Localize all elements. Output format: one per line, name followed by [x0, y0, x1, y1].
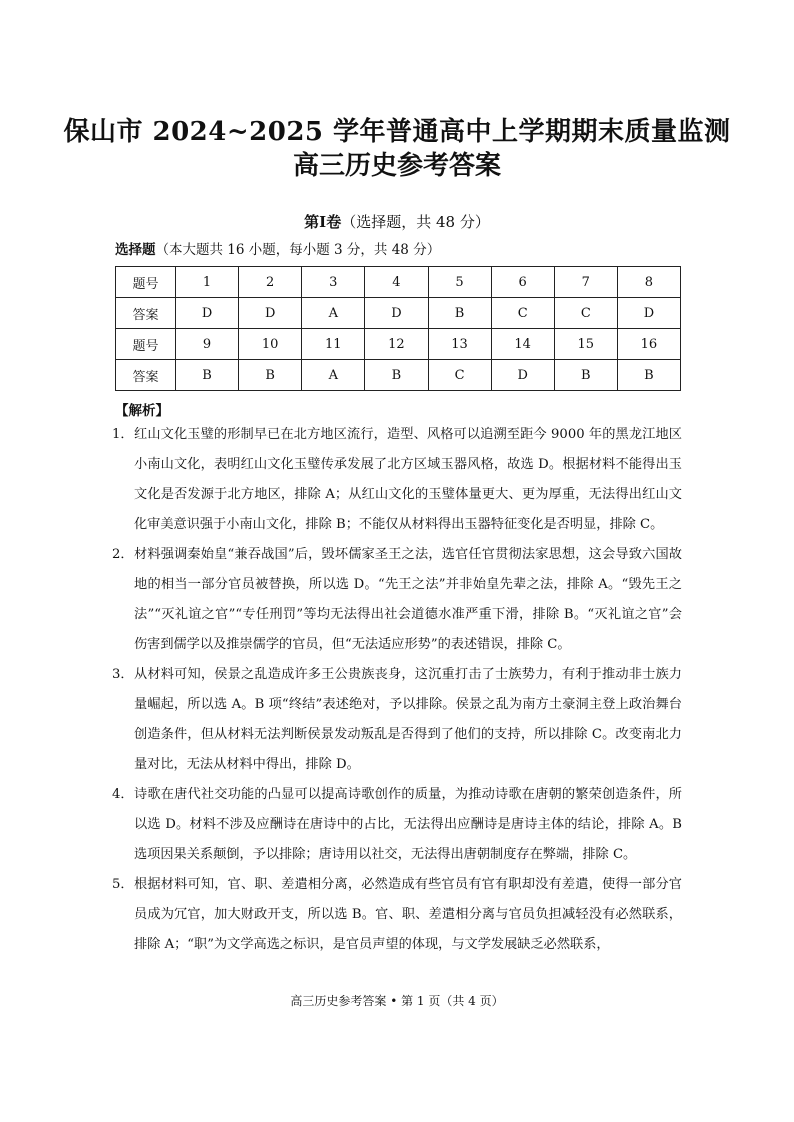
- table-cell: D: [617, 298, 680, 329]
- analysis-item-number: 3．: [112, 667, 134, 682]
- table-cell: 2: [239, 267, 302, 298]
- answer-table: [115, 266, 681, 391]
- table-cell: D: [176, 298, 239, 329]
- analysis-item-number: 4．: [112, 787, 134, 802]
- table-cell: A: [302, 298, 365, 329]
- analysis-list: [112, 420, 682, 960]
- answer-table-body: [116, 267, 681, 391]
- analysis-item-text: 诗歌在唐代社交功能的凸显可以提高诗歌创作的质量，为推动诗歌在唐朝的繁荣创造条件，所以选 D。材料不涉及应酬诗在唐诗中的占比，无法得出应酬诗是唐诗主体的结论，排除 A。B 选项因果关系颠倒，予以排除；唐诗用以社交，无法得出唐朝制度存在弊端，排除 C。: [134, 787, 682, 862]
- table-cell: 4: [365, 267, 428, 298]
- table-cell: 10: [239, 329, 302, 360]
- section-note: （选择题，共 48 分）: [341, 213, 490, 231]
- table-cell: 1: [176, 267, 239, 298]
- section-heading: [0, 212, 794, 232]
- table-row-header: 题号: [116, 329, 176, 360]
- table-cell: B: [617, 360, 680, 391]
- table-row-header: 答案: [116, 360, 176, 391]
- table-cell: C: [491, 298, 554, 329]
- table-row: [116, 329, 681, 360]
- table-cell: 15: [554, 329, 617, 360]
- analysis-heading: 【解析】: [115, 403, 169, 419]
- analysis-item: [112, 660, 682, 780]
- analysis-item: [112, 870, 682, 960]
- table-cell: B: [365, 360, 428, 391]
- table-cell: 6: [491, 267, 554, 298]
- analysis-item-text: 红山文化玉璧的形制早已在北方地区流行，造型、风格可以追溯至距今 9000 年的黑龙江地区小南山文化，表明红山文化玉璧传承发展了北方区域玉器风格，故选 D。根据材料不能得出玉文化是否发源于北方地区，排除 A；从红山文化的玉璧体量更大、更为厚重，无法得出红山文化审美意识强于小南山文化，排除 B；不能仅从材料得出玉器特征变化是否明显，排除 C。: [134, 427, 682, 532]
- table-cell: 12: [365, 329, 428, 360]
- question-type-label: 选择题: [115, 242, 156, 258]
- table-cell: B: [428, 298, 491, 329]
- table-row-header: 答案: [116, 298, 176, 329]
- table-cell: 7: [554, 267, 617, 298]
- document-subtitle: 高三历史参考答案: [292, 151, 501, 181]
- analysis-item: [112, 540, 682, 660]
- table-cell: 5: [428, 267, 491, 298]
- table-cell: 3: [302, 267, 365, 298]
- analysis-item: [112, 780, 682, 870]
- question-type-note: （本大题共 16 小题，每小题 3 分，共 48 分）: [155, 242, 441, 258]
- table-row: [116, 267, 681, 298]
- table-cell: A: [302, 360, 365, 391]
- table-row: [116, 360, 681, 391]
- table-cell: 9: [176, 329, 239, 360]
- analysis-item-number: 2．: [112, 547, 134, 562]
- question-type-heading: [115, 241, 440, 259]
- table-cell: 13: [428, 329, 491, 360]
- analysis-item: [112, 420, 682, 540]
- analysis-item-text: 材料强调秦始皇“兼吞战国”后，毁坏儒家圣王之法，选官任官贯彻法家思想，这会导致六国故地的相当一部分官员被替换，所以选 D。“先王之法”并非始皇先辈之法，排除 A。“毁先王之法”“灭礼谊之官”“专任刑罚”等均无法得出社会道德水准严重下滑，排除 B。“灭礼谊之官”会伤害到儒学以及推崇儒学的官员，但“无法适应形势”的表述错误，排除 C。: [134, 547, 682, 652]
- table-cell: 8: [617, 267, 680, 298]
- table-cell: 11: [302, 329, 365, 360]
- table-row: [116, 298, 681, 329]
- table-cell: B: [239, 360, 302, 391]
- table-cell: C: [428, 360, 491, 391]
- analysis-item-number: 1．: [112, 427, 134, 442]
- analysis-item-text: 根据材料可知，官、职、差遣相分离，必然造成有些官员有官有职却没有差遣，使得一部分官员成为冗官，加大财政开支，所以选 B。官、职、差遣相分离与官员负担减轻没有必然联系，排除 A；“职”为文学高选之标识，是官员声望的体现，与文学发展缺乏必然联系，: [134, 877, 682, 952]
- analysis-item-number: 5．: [112, 877, 134, 892]
- table-cell: D: [239, 298, 302, 329]
- page-footer: 高三历史参考答案 • 第 1 页（共 4 页）: [290, 994, 504, 1008]
- table-row-header: 题号: [116, 267, 176, 298]
- table-cell: 16: [617, 329, 680, 360]
- document-title: 保山市 2024~2025 学年普通高中上学期期末质量监测: [63, 117, 731, 147]
- table-cell: D: [491, 360, 554, 391]
- table-cell: C: [554, 298, 617, 329]
- section-title: 第Ⅰ卷: [304, 213, 342, 231]
- table-cell: D: [365, 298, 428, 329]
- table-cell: B: [176, 360, 239, 391]
- table-cell: B: [554, 360, 617, 391]
- analysis-item-text: 从材料可知，侯景之乱造成许多王公贵族丧身，这沉重打击了士族势力，有利于推动非士族力量崛起，所以选 A。B 项“终结”表述绝对，予以排除。侯景之乱为南方土豪洞主登上政治舞台创造条件，但从材料无法判断侯景发动叛乱是否得到了他们的支持，所以排除 C。改变南北力量对比，无法从材料中得出，排除 D。: [134, 667, 682, 772]
- table-cell: 14: [491, 329, 554, 360]
